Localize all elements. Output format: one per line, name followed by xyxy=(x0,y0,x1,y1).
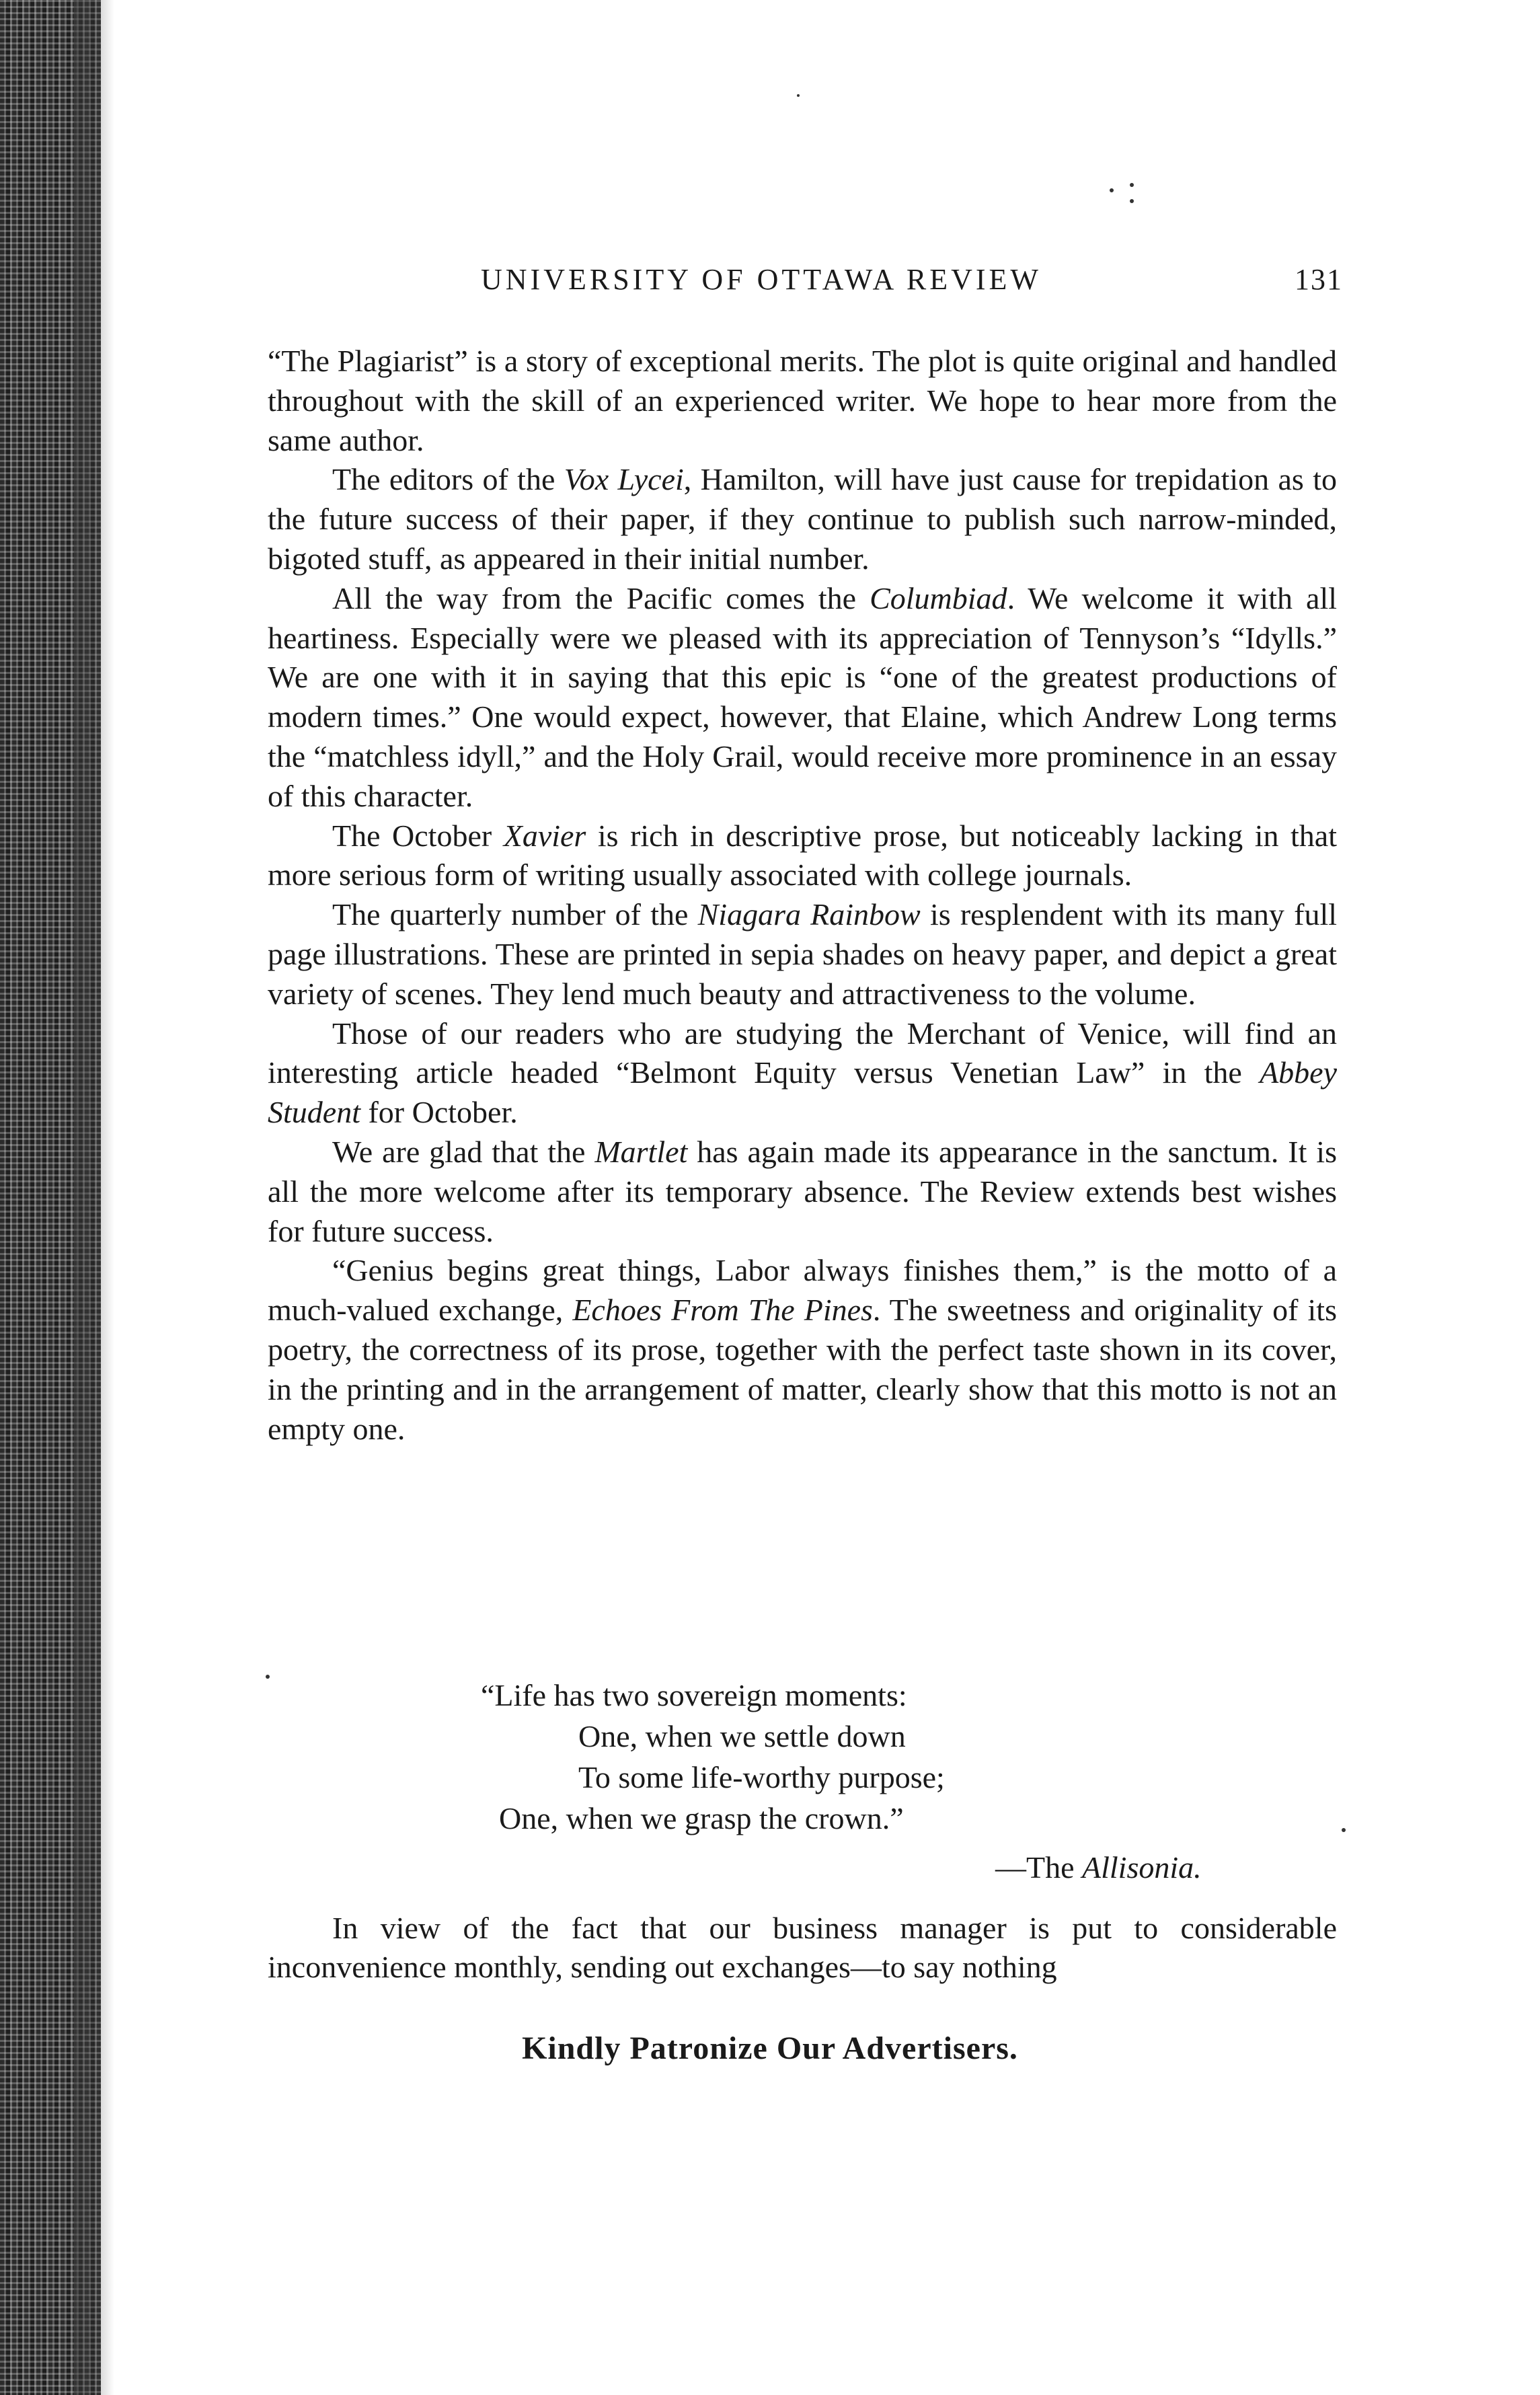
journal-name: Columbiad xyxy=(870,580,1007,615)
poem-line: One, when we grasp the crown.” xyxy=(499,1801,904,1835)
page-number: 131 xyxy=(1295,263,1343,296)
scan-speck xyxy=(1110,188,1114,192)
paragraph-martlet: We are glad that the Martlet has again made its appearance in the sanctum. It is all the more welcome after its temporary absence. The Review extends best wishes for future success. xyxy=(268,1134,1337,1248)
poem-line: One, when we settle down xyxy=(578,1719,906,1753)
closing-paragraph: In view of the fact that our business manager is put to considerable inconvenience monthly, sending out exchanges—to say nothing xyxy=(268,1911,1337,1984)
scan-speck xyxy=(1342,1828,1346,1832)
paragraph-echoes-from-the-pines: “Genius begins great things, Labor always finishes them,” is the motto of a much-valued exchange, Echoes From The Pines. The sweetness and originality of its poetry, the correctness of its prose, together with the perfect taste shown in its cover, in the printing and in the arrangement of matter, clearly show that this motto is not an empty one. xyxy=(268,1253,1337,1446)
journal-name: Niagara Rainbow xyxy=(697,897,921,932)
journal-name: Martlet xyxy=(594,1134,688,1169)
journal-name: Xavier xyxy=(503,818,586,853)
journal-title: UNIVERSITY OF OTTAWA REVIEW xyxy=(481,263,1042,296)
scan-speck xyxy=(1130,199,1134,203)
scan-speck xyxy=(797,94,800,97)
poem-line: “Life has two sovereign moments: xyxy=(481,1678,907,1712)
paragraph-niagara-rainbow: The quarterly number of the Niagara Rainbow is resplendent with its many full page illustrations. These are printed in sepia shades on heavy paper, and depict a great variety of scenes. They lend much beauty and attractiveness to the volume. xyxy=(268,897,1338,1011)
scan-speck xyxy=(266,1675,270,1679)
advertisers-notice: Kindly Patronize Our Advertisers. xyxy=(522,2030,1018,2066)
paragraph-columbiad: All the way from the Pacific comes the Columbiad. We welcome it with all heartiness. Especially were we pleased with its appreciation of Tennyson’s “Idylls.” We are one with it in saying that this epic is “one of the greatest productions of modern times.” One would expect, however, that Elaine, which Andrew Long terms the “matchless idyll,” and the Holy Grail, would receive more prominence in an essay of this character. xyxy=(268,580,1338,813)
journal-name: Vox Lycei xyxy=(564,462,684,497)
journal-name: Echoes From The Pines xyxy=(572,1293,873,1328)
poem-line: To some life-worthy purpose; xyxy=(578,1760,945,1794)
paragraph-xavier: The October Xavier is rich in descriptive prose, but noticeably lacking in that more serious form of writing usually associated with college journals. xyxy=(268,818,1338,892)
scan-speck xyxy=(1130,183,1134,187)
journal-name: Abbey Student xyxy=(268,1055,1337,1130)
poem-attribution: —The Allisonia. xyxy=(995,1850,1202,1885)
paragraph-plagiarist: “The Plagiarist” is a story of exceptional merits. The plot is quite original and handled throughout with the skill of an experienced writer. We hope to hear more from the same author. xyxy=(268,344,1337,457)
article-body xyxy=(268,342,1337,1449)
paragraph-abbey-student: Those of our readers who are studying the Merchant of Venice, will find an interesting article headed “Belmont Equity versus Venetian Law” in the Abbey Student for October. xyxy=(268,1016,1337,1130)
paragraph-vox-lycei: The editors of the Vox Lycei, Hamilton, will have just cause for trepidation as to the future success of their paper, if they continue to publish such narrow-minded, bigoted stuff, as appeared in their initial number. xyxy=(268,462,1337,576)
